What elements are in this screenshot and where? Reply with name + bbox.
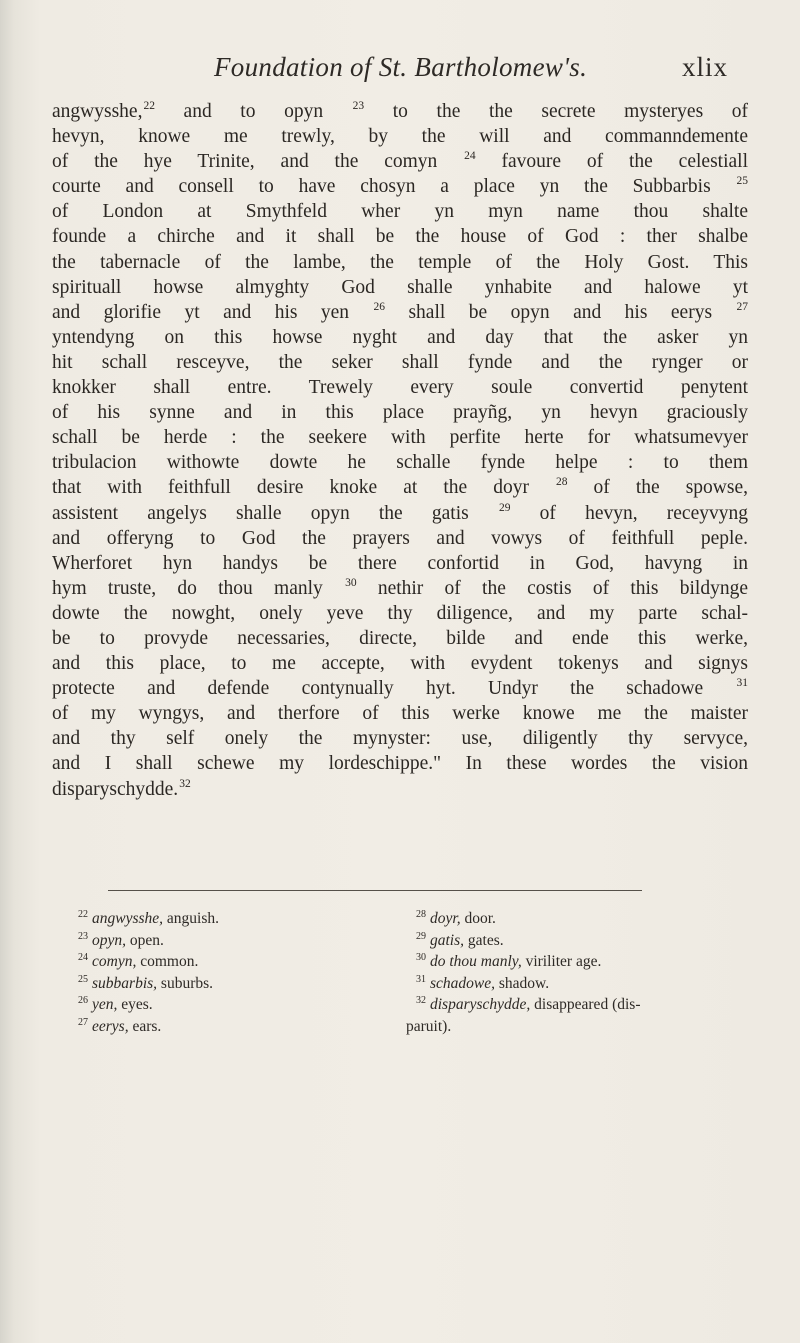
footnote-ref: 27: [736, 300, 748, 313]
text-line: [52, 701, 748, 726]
footnote-gloss: eyes.: [117, 996, 153, 1014]
text-run: spirituall howse almyghty God shalle ynhabite and halowe yt: [52, 276, 748, 298]
text-line: [52, 375, 748, 400]
footnote-term: eerys,: [92, 1017, 129, 1035]
text-run: be to provyde necessaries, directe, bilde and ende this werke,: [52, 627, 748, 649]
footnote-term: gatis,: [430, 931, 465, 949]
text-line: [52, 425, 748, 450]
footnote: [416, 994, 746, 1016]
text-line: [52, 501, 748, 526]
footnote-number: 29: [416, 930, 426, 942]
running-title: Foundation of St. Bartholomew's.: [214, 52, 588, 82]
text-run: and I shall schewe my lordeschippe." In these wordes the vision: [52, 753, 748, 775]
text-run: courte and consell to have chosyn a place yn the Subbarbis: [52, 176, 736, 198]
text-line: [52, 576, 748, 601]
text-run: of hevyn, receyvyng: [510, 502, 748, 524]
footnote-gloss: door.: [460, 910, 496, 927]
footnote: [406, 1016, 746, 1038]
text-line: [52, 475, 748, 500]
text-run: hevyn, knowe me trewly, by the will and commanndemente: [52, 126, 748, 148]
footnote-gloss: gates.: [464, 931, 504, 949]
text-line: [52, 199, 748, 224]
text-run: of London at Smythfeld wher yn myn name thou shalte: [52, 201, 748, 223]
text-run: protecte and defende contynually hyt. Undyr the schadowe: [52, 678, 736, 700]
text-line: [52, 726, 748, 751]
text-run: hit schall resceyve, the seker shall fynde and the rynger or: [52, 351, 748, 373]
text-run: that with feithfull desire knoke at the doyr: [52, 477, 555, 499]
text-run: and offeryng to God the prayers and vowys of feithfull peple.: [52, 527, 748, 549]
footnote-gloss: open.: [126, 931, 164, 949]
text-line: [52, 300, 748, 325]
footnote-ref: 29: [498, 501, 511, 514]
footnote-gloss: suburbs.: [157, 974, 214, 992]
footnote: [78, 994, 378, 1016]
footnote-number: 25: [78, 973, 88, 985]
text-line: [52, 651, 748, 676]
footnote-gloss: shadow.: [495, 974, 550, 992]
text-run: and thy self onely the mynyster: use, diligently thy servyce,: [52, 728, 748, 750]
text-run: of his synne and in this place prayñg, yn hevyn graciously: [52, 402, 748, 424]
text-line: [52, 777, 748, 802]
footnote-ref: 25: [736, 175, 748, 188]
text-run: of the hye Trinite, and the comyn: [52, 151, 464, 173]
footnote-ref: 26: [373, 300, 386, 313]
footnote-term: disparyschydde,: [430, 996, 531, 1014]
text-run: and this place, to me accepte, with evydent tokenys and signys: [52, 653, 748, 675]
footnote: [416, 951, 746, 973]
text-line: [52, 751, 748, 776]
text-run: knokker shall entre. Trewely every soule convertid penytent: [52, 377, 748, 399]
footnote: [78, 908, 378, 930]
text-line: [52, 626, 748, 651]
footnote-number: 23: [78, 930, 88, 942]
footnote-term: subbarbis,: [92, 974, 158, 992]
footnote-gloss: paruit).: [406, 1017, 452, 1035]
text-run: and to opyn: [154, 101, 352, 122]
text-line: [52, 174, 748, 199]
footnote-ref: 24: [464, 150, 476, 163]
main-text: [52, 99, 748, 802]
text-line: [52, 99, 748, 124]
footnote-ref: 30: [345, 576, 357, 589]
footnote-gloss: common.: [136, 953, 199, 971]
text-run: dowte the nowght, onely yeve thy diligence, and my parte schal-: [52, 602, 748, 624]
text-run: founde a chirche and it shall be the house of God : ther shalbe: [52, 226, 748, 248]
text-run: and glorifie yt and his yen: [52, 301, 373, 323]
text-run: of the spowse,: [567, 477, 749, 499]
footnotes-left-column: [78, 908, 378, 1038]
footnote-term: doyr,: [430, 910, 461, 927]
text-line: [52, 400, 748, 425]
text-line: [52, 350, 748, 375]
footnote: [78, 1016, 378, 1038]
footnote-number: 28: [416, 909, 426, 920]
footnote-number: 22: [78, 909, 88, 920]
footnote-ref: 22: [143, 100, 155, 112]
text-line: [52, 526, 748, 551]
footnote-number: 32: [416, 995, 426, 1007]
footnote-term: schadowe,: [430, 974, 496, 992]
footnote-term: angwysshe,: [92, 910, 164, 927]
text-run: assistent angelys shalle opyn the gatis: [52, 502, 498, 524]
text-line: [52, 601, 748, 626]
footnote-number: 26: [78, 995, 88, 1007]
text-run: the tabernacle of the lambe, the temple of the Holy Gost. This: [52, 251, 748, 273]
text-line: [52, 551, 748, 576]
footnote: [416, 973, 746, 995]
text-run: favoure of the celestiall: [475, 151, 748, 173]
footnote-number: 27: [78, 1016, 88, 1028]
footnote-number: 31: [416, 973, 426, 985]
page-header: [0, 52, 800, 86]
text-line: [52, 224, 748, 249]
footnote-term: opyn,: [92, 931, 127, 949]
text-line: [52, 275, 748, 300]
text-run: schall be herde : the seekere with perfite herte for whatsumevyer: [52, 427, 748, 449]
text-run: yntendyng on this howse nyght and day that the asker yn: [52, 326, 748, 348]
footnote-ref: 32: [179, 777, 191, 790]
footnote: [416, 908, 746, 930]
footnote: [78, 973, 378, 995]
text-line: [52, 250, 748, 275]
text-run: shall be opyn and his eerys: [385, 301, 736, 323]
text-line: [52, 676, 748, 701]
footnote: [78, 951, 378, 973]
footnote-number: 24: [78, 952, 88, 964]
footnote-gloss: viriliter age.: [521, 953, 602, 971]
text-run: tribulacion withowte dowte he schalle fynde helpe : to them: [52, 452, 748, 474]
footnote-gloss: anguish.: [163, 910, 220, 927]
text-run: hym truste, do thou manly: [52, 577, 345, 599]
footnote-gloss: disappeared (dis-: [530, 996, 641, 1014]
text-line: [52, 325, 748, 350]
text-run: of my wyngys, and therfore of this werke knowe me the maister: [52, 703, 748, 725]
text-run: to the the secrete mysteryes of: [364, 101, 748, 122]
footnote-ref: 28: [556, 476, 568, 489]
text-line: [52, 124, 748, 149]
footnote-number: 30: [416, 952, 426, 964]
footnote: [416, 930, 746, 952]
footnote-term: comyn,: [92, 953, 137, 971]
footnote-ref: 31: [736, 677, 748, 690]
footnotes-right-column: [406, 908, 746, 1038]
footnote: [78, 930, 378, 952]
page-number: xlix: [682, 52, 729, 82]
text-run: Wherforet hyn handys be there confortid in God, havyng in: [52, 552, 748, 574]
footnote-gloss: ears.: [128, 1017, 162, 1035]
footnote-rule: [108, 890, 642, 891]
footnote-term: do thou manly,: [430, 953, 522, 971]
text-run: angwysshe,: [52, 101, 143, 122]
footnote-ref: 23: [352, 100, 365, 112]
text-line: [52, 149, 748, 174]
footnote-term: yen,: [92, 996, 118, 1014]
text-line: [52, 450, 748, 475]
text-run: nethir of the costis of this bildynge: [356, 577, 748, 599]
text-run: disparyschydde.: [52, 778, 179, 800]
